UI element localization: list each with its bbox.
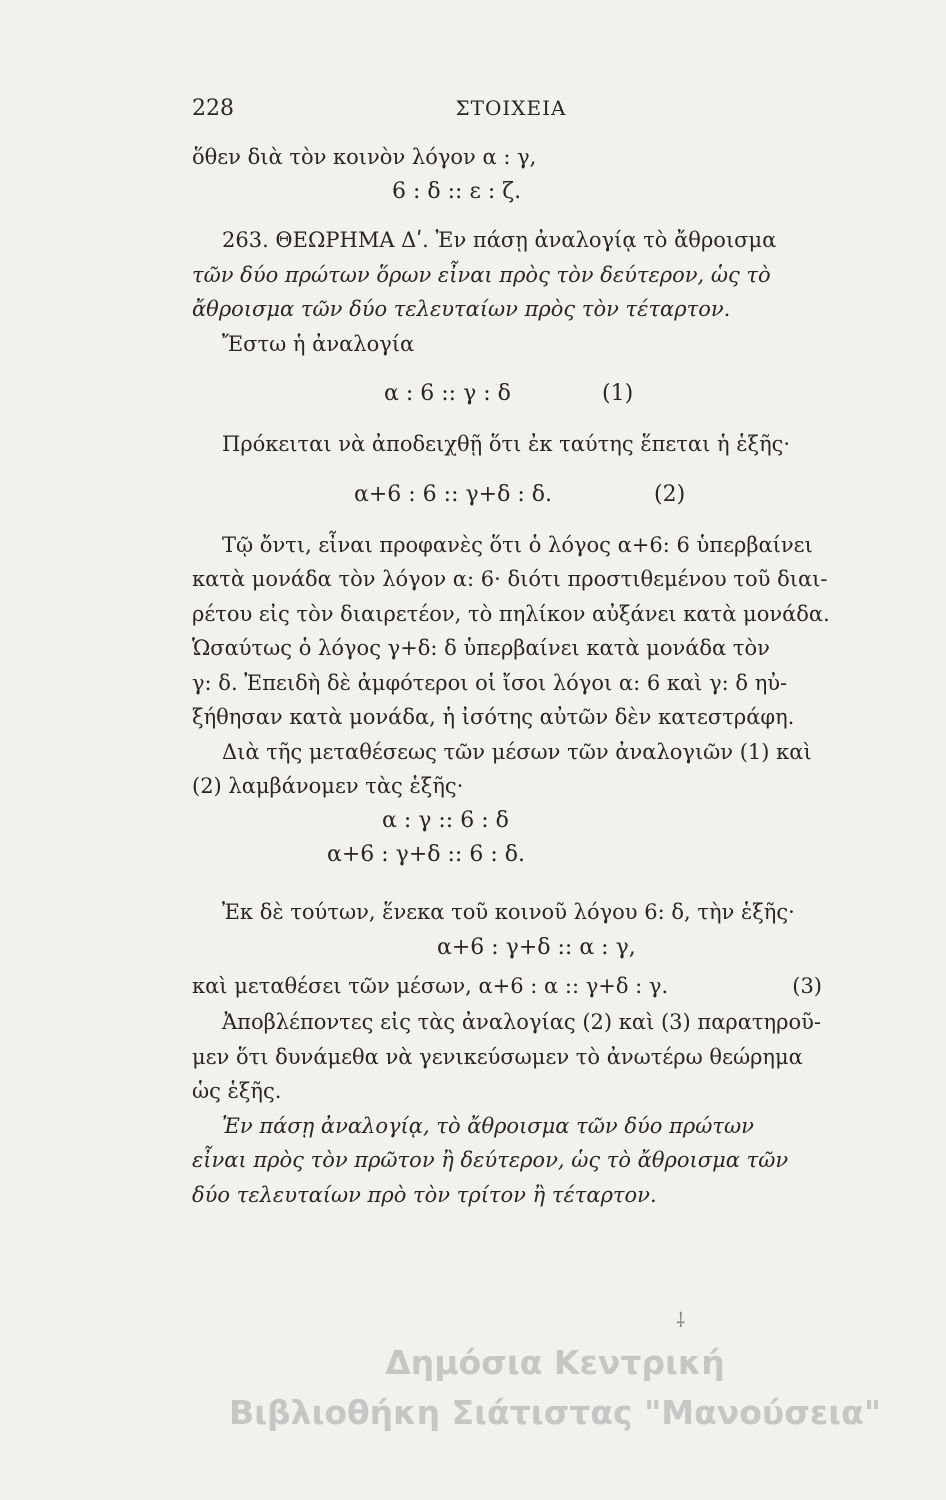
equation: καὶ μεταθέσει τῶν μέσων, α+6 : α :: γ+δ : γ. [192, 974, 669, 998]
text-line: Τῷ ὄντι, εἶναι προφανὲς ὅτι ὁ λόγος α+6: 6 ὑπερβαίνει [222, 532, 813, 557]
equation: α+6 : γ+δ :: α : γ, [437, 935, 636, 960]
text-line: Ὡσαύτως ὁ λόγος γ+δ: δ ὑπερβαίνει κατὰ μονάδα τὸν [192, 636, 770, 660]
theorem-heading: 263. ΘΕΩΡΗΜΑ Δʹ. Ἐν πάσῃ ἀναλογίᾳ τὸ ἄθροισμα [222, 228, 777, 252]
page-header [192, 96, 830, 126]
text-line: ὡς ἑξῆς. [192, 1079, 282, 1103]
pencil-mark-icon: ⸸ [676, 1308, 686, 1332]
text-line: (2) λαμβάνομεν τὰς ἑξῆς· [192, 774, 464, 798]
equation-row [192, 476, 836, 514]
library-watermark: Βιβλιοθήκη Σιάτιστας "Μανούσεια" [228, 1393, 882, 1432]
theorem-line: τῶν δύο πρώτων ὅρων εἶναι πρὸς τὸν δεύτερον, ὡς τὸ [192, 262, 771, 287]
text-line: Ἐκ δὲ τούτων, ἕνεκα τοῦ κοινοῦ λόγου 6: δ, τὴν ἑξῆς· [222, 899, 795, 924]
equation-number: (2) [654, 481, 686, 507]
page-body [192, 140, 836, 1212]
equation-number: (1) [602, 381, 634, 406]
text-line: Πρόκειται νὰ ἀποδειχθῇ ὅτι ἐκ ταύτης ἕπεται ἡ ἑξῆς· [222, 432, 791, 456]
text-line: ρέτου εἰς τὸν διαιρετέον, τὸ πηλίκον αὐξάνει κατὰ μονάδα. [192, 601, 830, 626]
library-watermark: Δημόσια Κεντρική [385, 1343, 725, 1382]
equation-number: (3) [792, 974, 822, 998]
theorem-line: Ἐν πάσῃ ἀναλογίᾳ, τὸ ἄθροισμα τῶν δύο πρώτων [222, 1113, 754, 1138]
text-line: Διὰ τῆς μεταθέσεως τῶν μέσων τῶν ἀναλογιῶν (1) καὶ [222, 739, 812, 764]
equation: α : 6 :: γ : δ [384, 381, 511, 406]
theorem-line: εἶναι πρὸς τὸν πρῶτον ἢ δεύτερον, ὡς τὸ ἄθροισμα τῶν [192, 1148, 789, 1172]
equation-row [192, 967, 836, 1005]
text-line: κατὰ μονάδα τὸν λόγον α: 6· διότι προστιθεμένου τοῦ διαι- [192, 567, 828, 591]
text-line: ὅθεν διὰ τὸν κοινὸν λόγον α : γ, [192, 145, 537, 169]
text-line: ξήθησαν κατὰ μονάδα, ἡ ἰσότης αὐτῶν δὲν κατεστράφη. [192, 705, 795, 729]
text-line: Ἀποβλέποντες εἰς τὰς ἀναλογίας (2) καὶ (3) παρατηροῦ- [222, 1010, 821, 1034]
theorem-line: ἄθροισμα τῶν δύο τελευταίων πρὸς τὸν τέταρτον. [192, 297, 731, 321]
text-line: Ἔστω ἡ ἀναλογία [222, 331, 415, 356]
text-line: μεν ὅτι δυνάμεθα νὰ γενικεύσωμεν τὸ ἀνωτέρω θεώρημα [192, 1044, 803, 1069]
equation: α+6 : γ+δ :: 6 : δ. [327, 842, 525, 867]
text-line: γ: δ. Ἐπειδὴ δὲ ἀμφότεροι οἱ ἴσοι λόγοι α: 6 καὶ γ: δ ηὐ- [192, 670, 788, 695]
running-title: ΣΤΟΙΧΕΙΑ [455, 96, 567, 120]
equation-row [192, 375, 836, 413]
theorem-line: δύο τελευταίων πρὸ τὸν τρίτον ἢ τέταρτον. [192, 1182, 657, 1207]
formula-line: 6 : δ :: ε : ζ. [392, 178, 522, 204]
equation: α : γ :: 6 : δ [382, 807, 509, 833]
equation: α+6 : 6 :: γ+δ : δ. [354, 481, 552, 507]
page-number: 228 [192, 96, 234, 121]
